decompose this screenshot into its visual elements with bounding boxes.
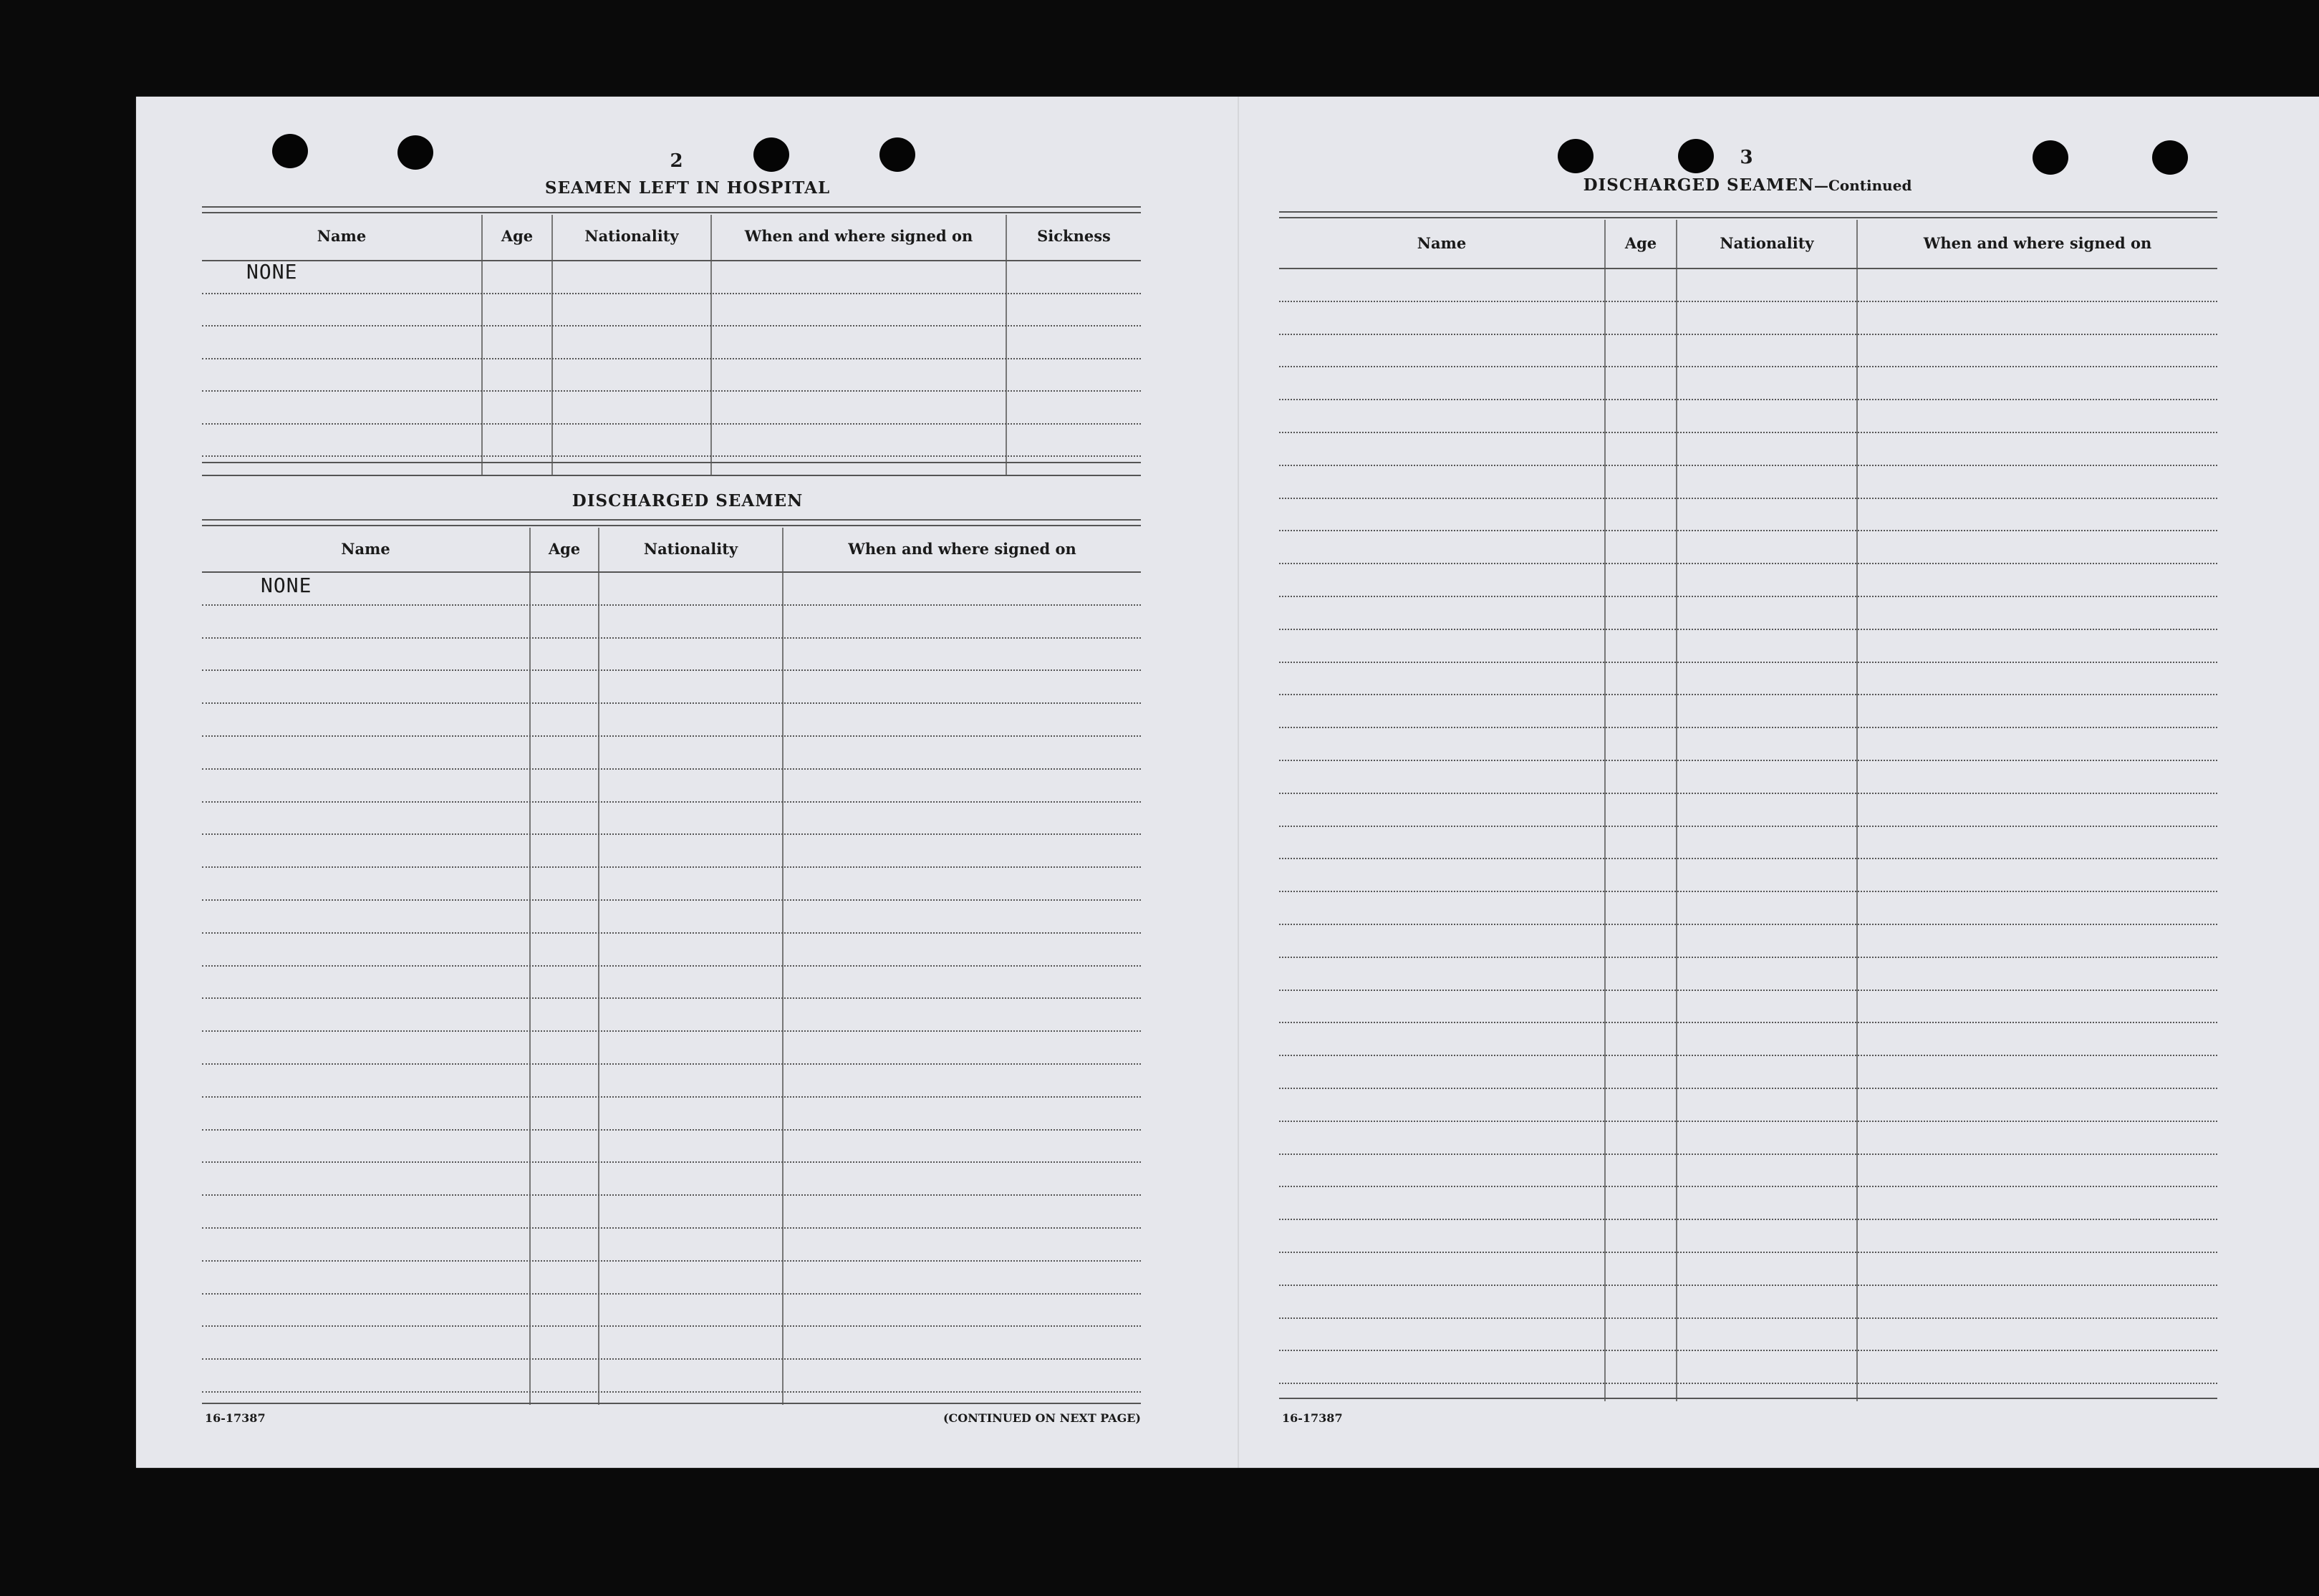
col-header-name: Name: [317, 227, 367, 245]
ruled-line: [1279, 793, 2217, 794]
ruled-line: [202, 669, 1141, 671]
ruled-line: [202, 604, 1141, 606]
ruled-line: [1279, 366, 2217, 367]
column-divider: [710, 215, 712, 475]
punch-hole: [1558, 139, 1594, 173]
ruled-line: [202, 1096, 1141, 1098]
col-header-nationality: Nationality: [643, 540, 738, 558]
ruled-line: [202, 735, 1141, 737]
col-header-nationality: Nationality: [584, 227, 679, 245]
hospital-bottom-rule: [202, 475, 1141, 476]
hospital-entry-none: NONE: [246, 260, 298, 284]
left-page-number: 2: [670, 150, 684, 172]
ruled-line: [1279, 334, 2217, 335]
page-fold: [1238, 97, 1239, 1468]
right-form-number: 16-17387: [1282, 1411, 1343, 1425]
ruled-line: [1279, 1154, 2217, 1155]
table-bottom-line: [1279, 1398, 2217, 1399]
ruled-line: [1279, 268, 2217, 269]
ruled-line: [202, 1063, 1141, 1065]
right-page-number: 3: [1740, 147, 1754, 168]
table-bottom-line: [202, 462, 1141, 463]
ruled-line: [1279, 858, 2217, 859]
ruled-line: [202, 1161, 1141, 1163]
col-header-sickness: Sickness: [1037, 227, 1111, 245]
ruled-line: [202, 702, 1141, 704]
ruled-line: [202, 1129, 1141, 1131]
ruled-line: [202, 637, 1141, 639]
col-header-name: Name: [341, 540, 390, 558]
punch-hole: [272, 134, 308, 168]
discharged-header-rule: [202, 519, 1141, 526]
ruled-line: [1279, 1252, 2217, 1253]
ruled-line: [202, 932, 1141, 934]
punch-hole: [1678, 139, 1714, 173]
discharged-table: [202, 528, 1141, 1405]
table-bottom-line: [202, 1403, 1141, 1404]
column-divider: [1676, 220, 1677, 1401]
ruled-line: [202, 1194, 1141, 1196]
ruled-line: [202, 997, 1141, 999]
ruled-line: [202, 1260, 1141, 1262]
hospital-table: [202, 215, 1141, 475]
col-header-name: Name: [1417, 234, 1467, 252]
punch-hole: [2033, 140, 2068, 175]
ruled-line: [1279, 1317, 2217, 1319]
punch-hole: [753, 137, 789, 172]
ruled-line: [1279, 1350, 2217, 1351]
ruled-line: [1279, 629, 2217, 630]
ruled-line: [1279, 465, 2217, 466]
ruled-line: [202, 1391, 1141, 1393]
col-header-signed-on: When and where signed on: [744, 227, 973, 245]
ruled-line: [202, 1325, 1141, 1327]
column-divider: [1006, 215, 1007, 475]
ruled-line: [1279, 399, 2217, 400]
ruled-line: [1279, 1285, 2217, 1286]
ruled-line: [1279, 694, 2217, 695]
punch-hole: [2152, 140, 2188, 175]
ruled-line: [202, 455, 1141, 457]
col-header-age: Age: [548, 540, 581, 558]
ruled-line: [202, 866, 1141, 868]
ruled-line: [202, 833, 1141, 835]
column-divider: [1604, 220, 1606, 1401]
ruled-line: [1279, 1121, 2217, 1122]
ruled-line: [1279, 1088, 2217, 1089]
column-divider: [1856, 220, 1858, 1401]
hospital-header-rule: [202, 206, 1141, 213]
continued-note: (CONTINUED ON NEXT PAGE): [942, 1411, 1141, 1425]
ruled-line: [1279, 727, 2217, 728]
col-header-signed-on: When and where signed on: [848, 540, 1076, 558]
ruled-line: [202, 571, 1141, 573]
ruled-line: [202, 1293, 1141, 1295]
punch-hole: [397, 135, 433, 170]
col-header-signed-on: When and where signed on: [1923, 234, 2152, 252]
right-title-suffix: —Continued: [1814, 177, 1912, 194]
ruled-line: [202, 390, 1141, 392]
ruled-line: [1279, 1022, 2217, 1023]
ruled-line: [1279, 530, 2217, 531]
hospital-section-title: SEAMEN LEFT IN HOSPITAL: [544, 178, 831, 198]
discharged-section-title: DISCHARGED SEAMEN: [572, 491, 804, 511]
punch-hole: [879, 137, 915, 172]
column-divider: [481, 215, 483, 475]
ruled-line: [202, 1358, 1141, 1360]
ruled-line: [202, 423, 1141, 425]
ruled-line: [202, 801, 1141, 803]
ruled-line: [202, 965, 1141, 967]
ruled-line: [1279, 1383, 2217, 1384]
ruled-line: [1279, 1055, 2217, 1056]
ruled-line: [1279, 432, 2217, 433]
ruled-line: [1279, 1186, 2217, 1187]
ruled-line: [1279, 826, 2217, 827]
right-title-main: DISCHARGED SEAMEN: [1583, 175, 1814, 195]
ruled-line: [202, 899, 1141, 901]
col-header-nationality: Nationality: [1720, 234, 1814, 252]
ruled-line: [1279, 891, 2217, 892]
right-header-rule: [1279, 211, 2217, 218]
column-divider: [551, 215, 553, 475]
ruled-line: [202, 768, 1141, 770]
right-discharged-table: [1279, 220, 2217, 1401]
ruled-line: [202, 293, 1141, 294]
ruled-line: [1279, 301, 2217, 302]
ruled-line: [202, 1030, 1141, 1032]
ruled-line: [1279, 760, 2217, 761]
ruled-line: [202, 1227, 1141, 1229]
col-header-age: Age: [1624, 234, 1657, 252]
ruled-line: [202, 260, 1141, 261]
ruled-line: [1279, 662, 2217, 663]
ruled-line: [1279, 563, 2217, 564]
right-page-title: [1533, 175, 1962, 195]
ruled-line: [1279, 957, 2217, 958]
ruled-line: [1279, 990, 2217, 991]
ruled-line: [1279, 924, 2217, 925]
ruled-line: [202, 325, 1141, 327]
left-form-number: 16-17387: [205, 1411, 266, 1425]
form-sheet: [136, 97, 2319, 1468]
ruled-line: [202, 358, 1141, 359]
ruled-line: [1279, 596, 2217, 597]
col-header-age: Age: [501, 227, 534, 245]
discharged-entry-none: NONE: [261, 574, 312, 597]
ruled-line: [1279, 1219, 2217, 1220]
ruled-line: [1279, 498, 2217, 499]
